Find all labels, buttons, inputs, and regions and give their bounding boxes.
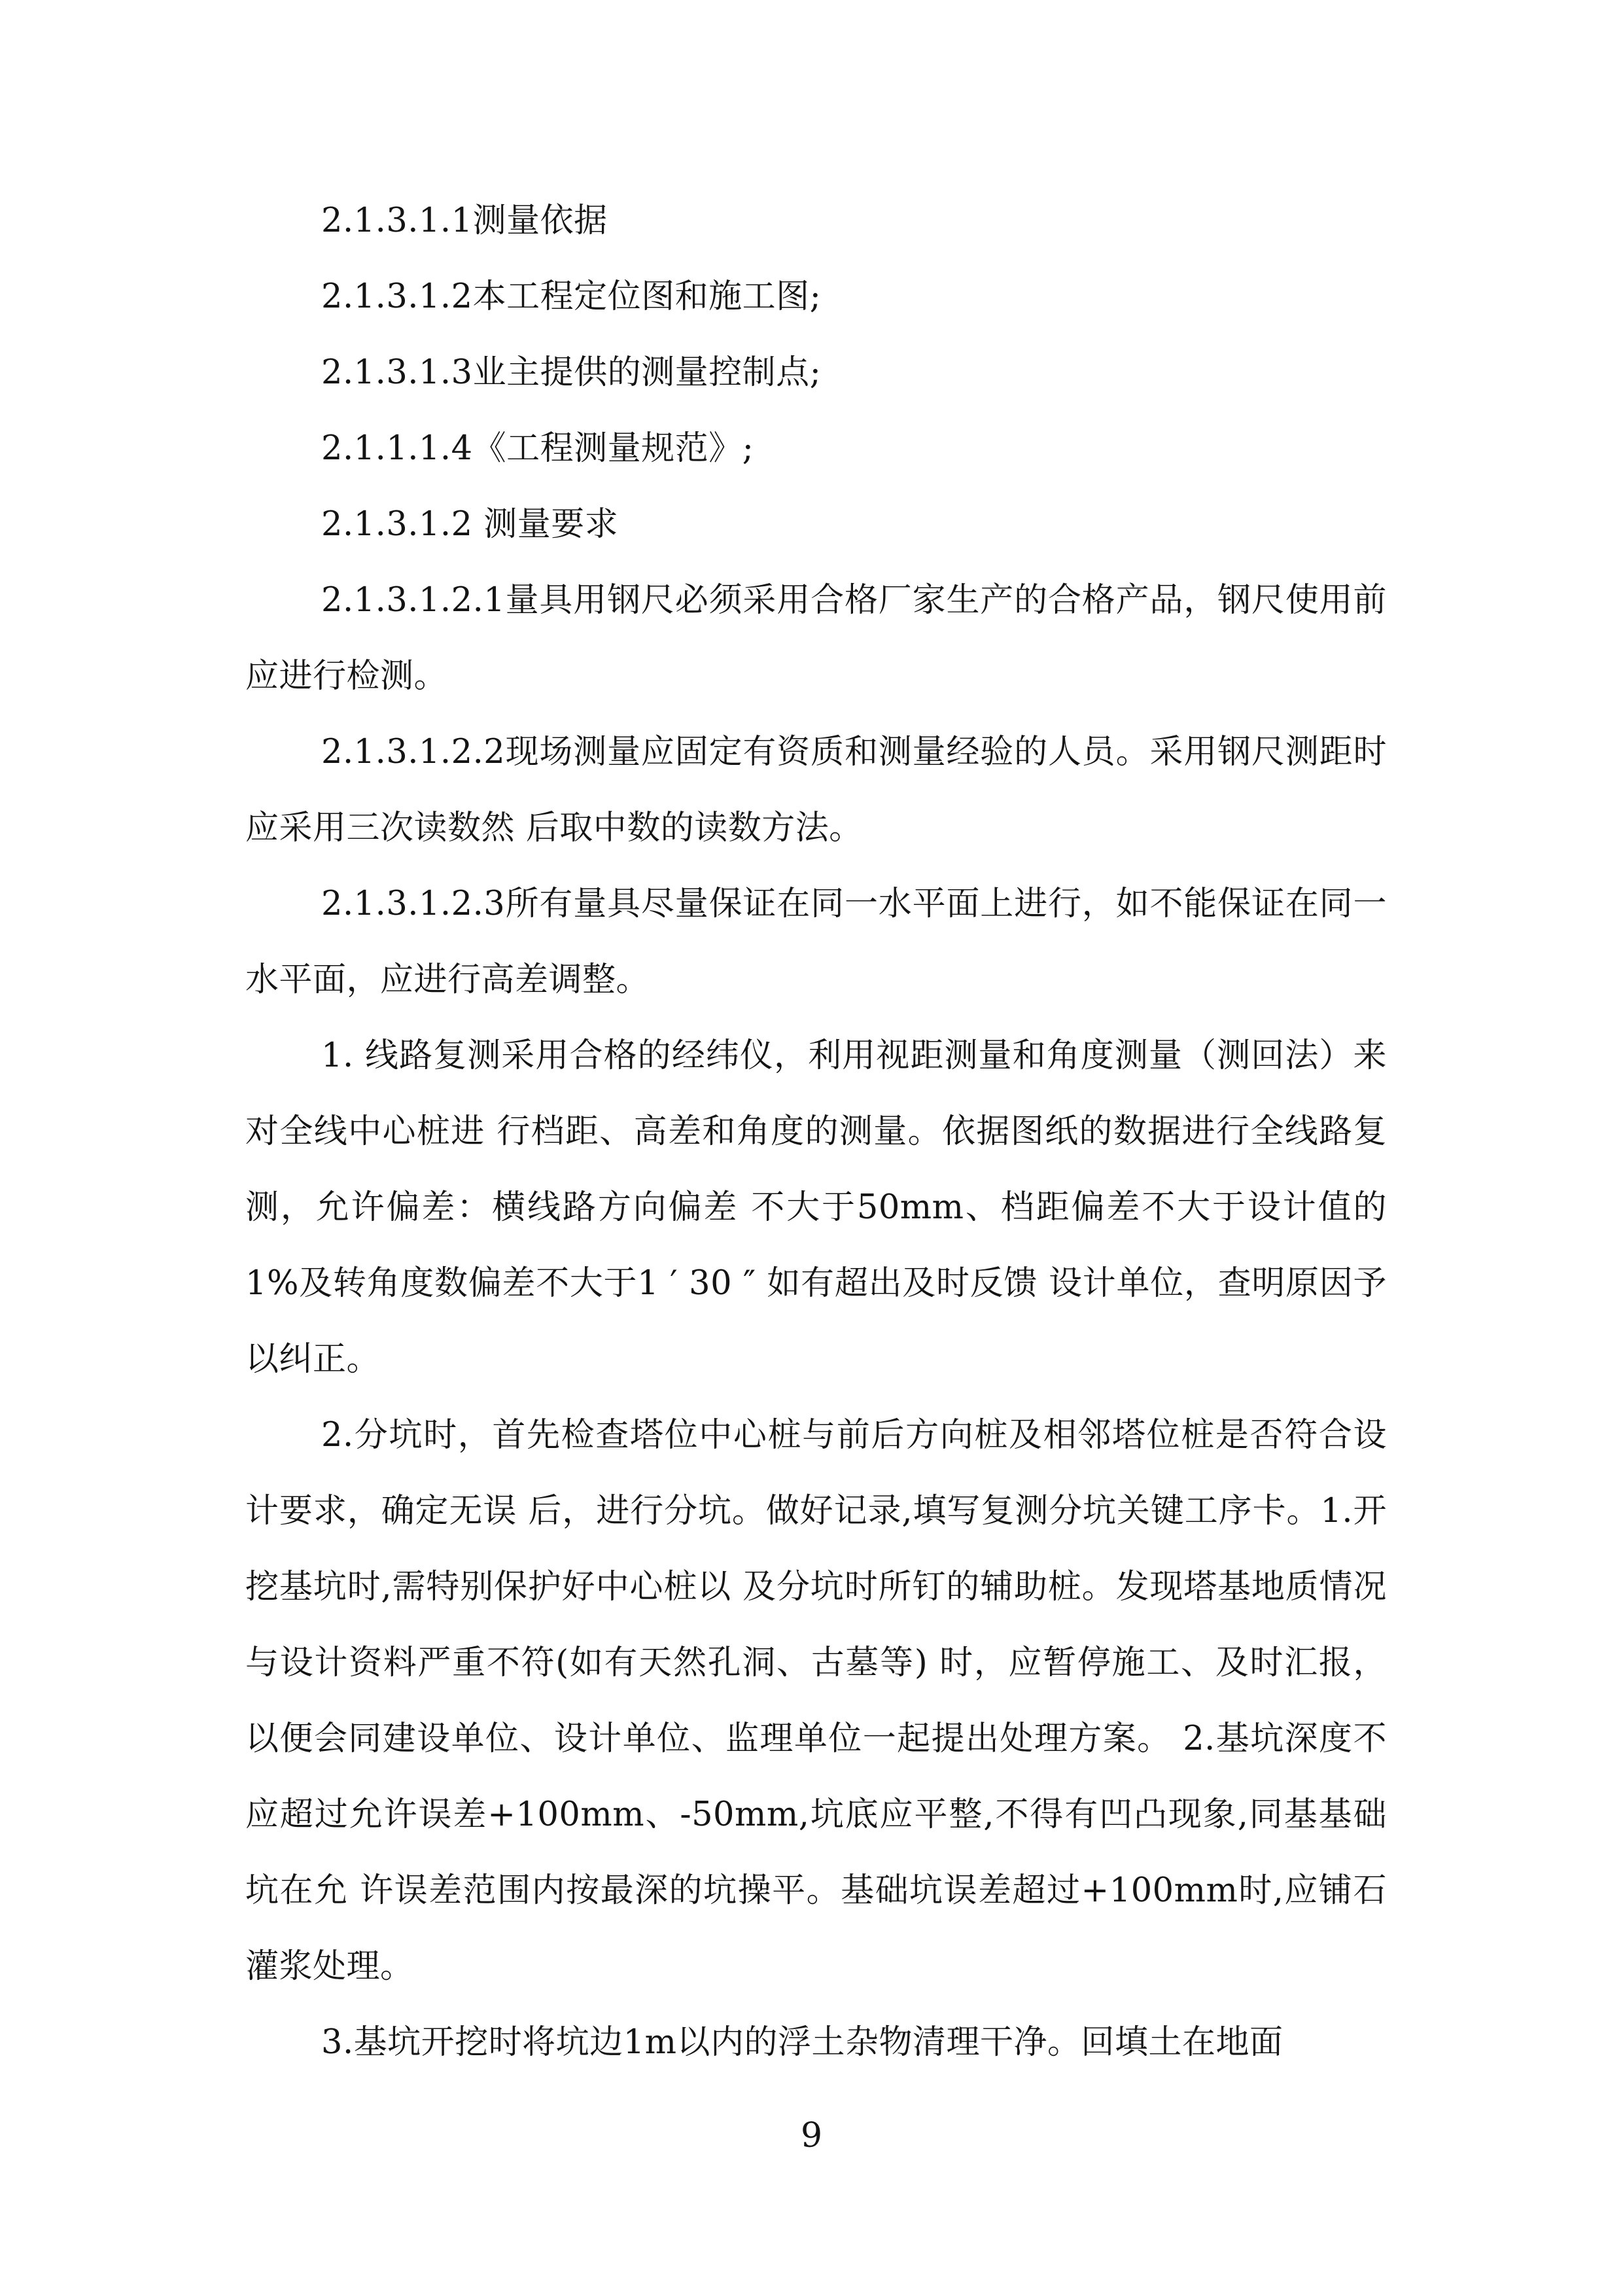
paragraph-survey-personnel: 2.1.3.1.2.2现场测量应固定有资质和测量经验的人员。采用钢尺测距时应采用三次读数然 后取中数的读数方法。: [245, 733, 1387, 847]
paragraph-level-plane: 2.1.3.1.2.3所有量具尽量保证在同一水平面上进行，如不能保证在同一水平面，应进行高差调整。: [245, 885, 1387, 999]
paragraph-line-resurvey: 1. 线路复测采用合格的经纬仪，利用视距测量和角度测量（测回法）来对全线中心桩进 行档距、高差和角度的测量。依据图纸的数据进行全线路复测，允许偏差：横线路方向偏差 不大于50mm、档距偏差不大于设计值的1%及转角度数偏差不大于1 ′ 30 ″ 如有超出及时反馈 设计单位，查明原因予以纠正。: [245, 1036, 1387, 1379]
paragraph-pit-excavation: 3.基坑开挖时将坑边1m以内的浮土杂物清理干净。回填土在地面: [321, 2023, 1283, 2062]
paragraph-positioning-drawings: 2.1.3.1.2本工程定位图和施工图;: [321, 277, 822, 316]
paragraph-measurement-requirements: 2.1.3.1.2 测量要求: [321, 505, 619, 544]
body-text: [245, 183, 1387, 2081]
paragraph-survey-code: 2.1.1.1.4《工程测量规范》;: [321, 429, 754, 468]
paragraph-measurement-basis: 2.1.3.1.1测量依据: [321, 202, 608, 240]
paragraph-control-points: 2.1.3.1.3业主提供的测量控制点;: [321, 353, 822, 392]
paragraph-pit-division: 2.分坑时，首先检查塔位中心桩与前后方向桩及相邻塔位桩是否符合设计要求，确定无误 后，进行分坑。做好记录,填写复测分坑关键工序卡。1.开挖基坑时,需特别保护好中心桩以 及分坑时所钉的辅助桩。发现塔基地质情况与设计资料严重不符(如有天然孔洞、古墓等) 时，应暂停施工、及时汇报，以便会同建设单位、设计单位、监理单位一起提出处理方案。 2.基坑深度不应超过允许误差+100mm、-50mm,坑底应平整,不得有凹凸现象,同基基础坑在允 许误差范围内按最深的坑操平。基础坑误差超过+100mm时,应铺石灌浆处理。: [245, 1416, 1387, 1986]
paragraph-steel-tape: 2.1.3.1.2.1量具用钢尺必须采用合格厂家生产的合格产品，钢尺使用前应进行检测。: [245, 581, 1387, 696]
page-number: 9: [800, 2116, 823, 2155]
